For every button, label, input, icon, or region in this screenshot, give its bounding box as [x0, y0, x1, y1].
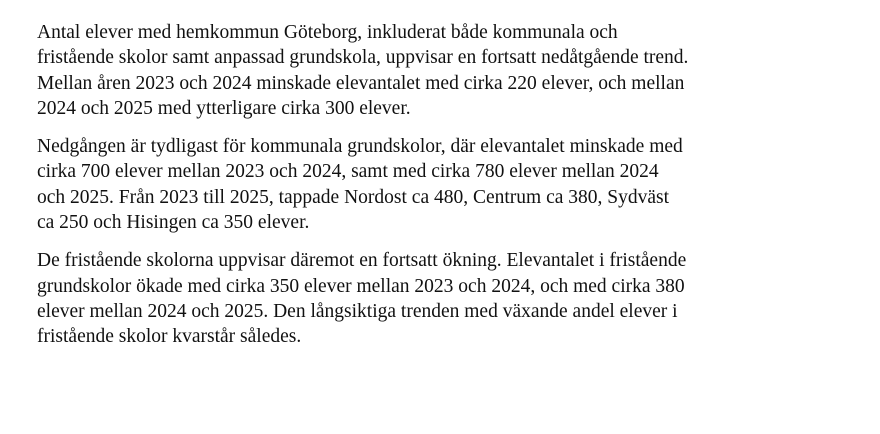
text-line: Nedgången är tydligast för kommunala grundskolor, där elevantalet minskade med: [37, 136, 683, 158]
text-line: Mellan åren 2023 och 2024 minskade elevantalet med cirka 220 elever, och mellan: [37, 72, 685, 94]
text-line: grundskolor ökade med cirka 350 elever mellan 2023 och 2024, och med cirka 380: [37, 275, 685, 297]
text-line: fristående skolor samt anpassad grundskola, uppvisar en fortsatt nedåtgående trend.: [37, 47, 689, 69]
paragraph-trend-overview: [37, 20, 867, 121]
text-line: ca 250 och Hisingen ca 350 elever.: [37, 212, 310, 234]
text-line: Antal elever med hemkommun Göteborg, inkluderat både kommunala och: [37, 22, 618, 43]
text-line: fristående skolor kvarstår således.: [37, 326, 302, 348]
text-line: cirka 700 elever mellan 2023 och 2024, samt med cirka 780 elever mellan 2024: [37, 161, 659, 183]
text-line: och 2025. Från 2023 till 2025, tappade Nordost ca 480, Centrum ca 380, Sydväst: [37, 186, 670, 208]
text-line: elever mellan 2024 och 2025. Den långsiktiga trenden med växande andel elever i: [37, 300, 678, 322]
text-line: 2024 och 2025 med ytterligare cirka 300 elever.: [37, 97, 411, 119]
text-line: De fristående skolorna uppvisar däremot en fortsatt ökning. Elevantalet i fristående: [37, 250, 687, 272]
paragraph-independent-growth: [37, 248, 867, 349]
paragraph-municipal-decline: [37, 134, 867, 235]
document-body: [37, 20, 867, 363]
